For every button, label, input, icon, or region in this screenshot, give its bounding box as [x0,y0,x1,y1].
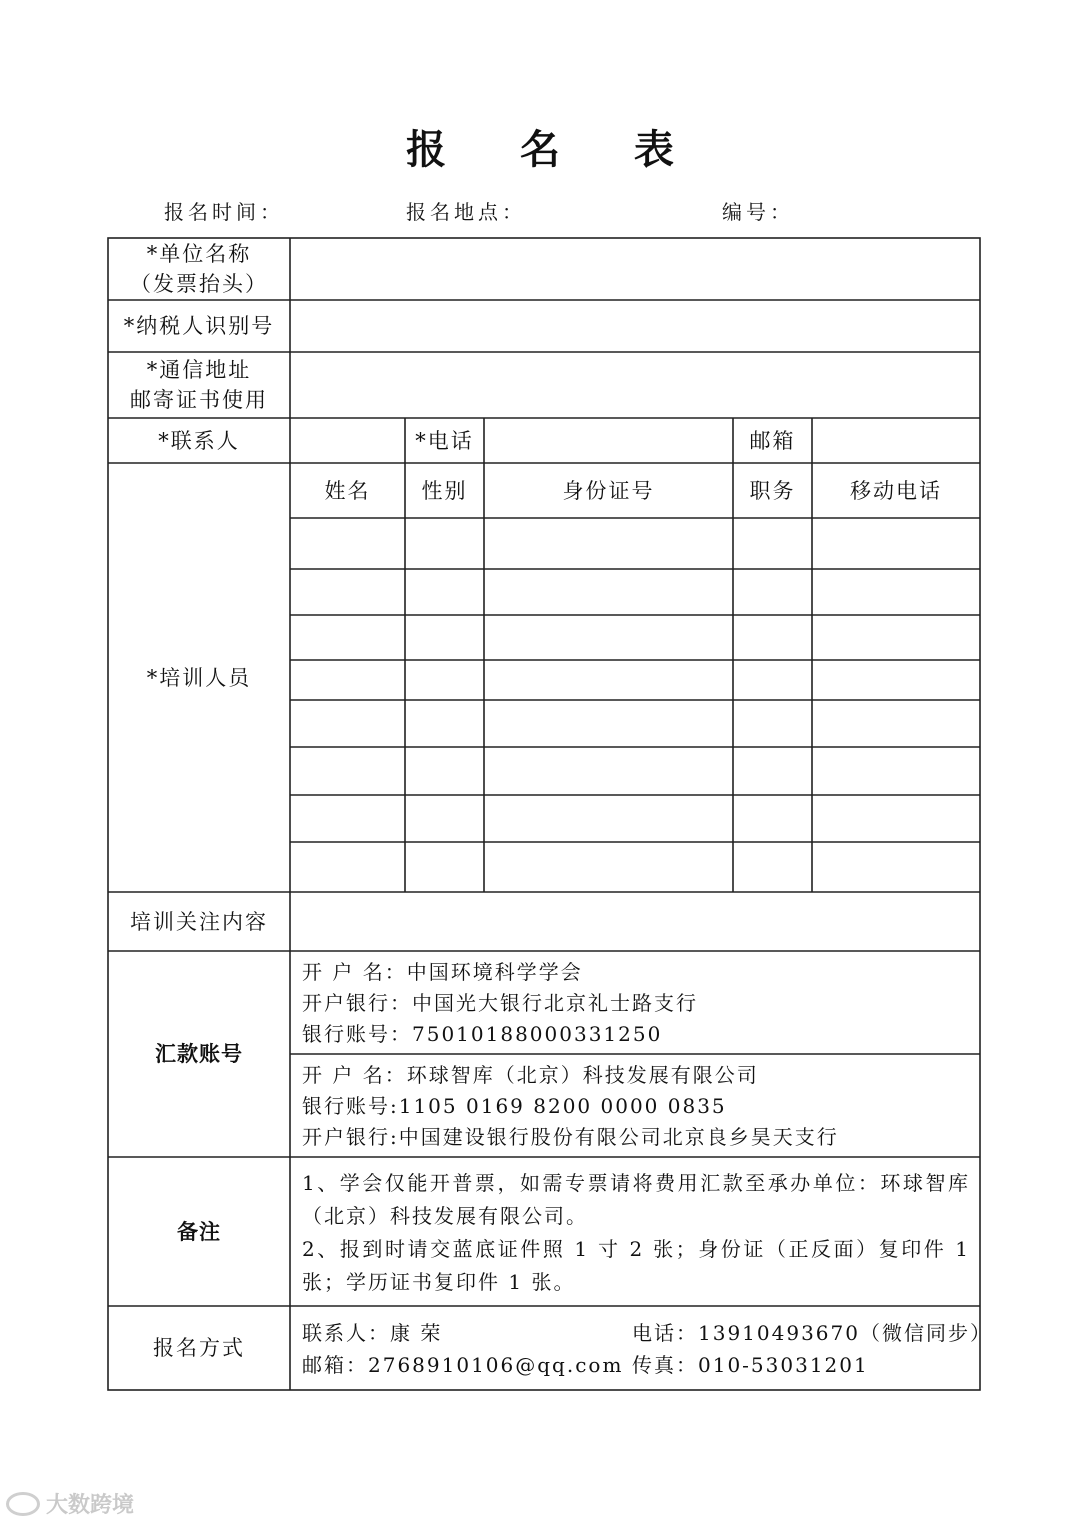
account-2-number: 银行账号:1105 0169 8200 0000 0835 [302,1094,727,1118]
registration-contact: 联系人：康 荣 [302,1321,443,1345]
remarks-content [302,1167,970,1299]
contact-person-label: *联系人 [158,428,240,453]
registration-time-label: 报名时间： [164,200,284,224]
registration-email: 邮箱：2768910106@qq.com [302,1353,624,1377]
address-label-line2: 邮寄证书使用 [130,388,268,412]
taxpayer-id-label: *纳税人识别号 [123,314,275,338]
watermark [6,1488,134,1519]
company-name-field[interactable] [291,239,979,299]
registration-phone: 电话：13910493670（微信同步） [632,1321,992,1345]
form-title: 报 名 表 [406,127,704,173]
trainee-header-gender: 性别 [421,478,468,503]
trainee-header-mobile: 移动电话 [850,478,942,503]
phone-field[interactable] [485,419,732,462]
contact-person-field[interactable] [291,419,404,462]
account-2-holder: 开 户 名：环球智库（北京）科技发展有限公司 [302,1063,759,1087]
remark-2: 2、报到时请交蓝底证件照 1 寸 2 张；身份证（正反面）复印件 1 张；学历证书复印件 1 张。 [302,1237,970,1294]
address-label-line1: *通信地址 [146,358,252,382]
trainee-header-name: 姓名 [324,478,371,503]
watermark-text: 大数跨境 [46,1493,135,1518]
registration-fax: 传真：010-53031201 [632,1353,869,1377]
trainees-label: *培训人员 [146,665,252,690]
registration-method-label: 报名方式 [153,1336,245,1360]
registration-place-label: 报名地点： [406,200,526,224]
trainee-header-position: 职务 [749,478,796,503]
email-field[interactable] [813,419,979,462]
account-1-number: 银行账号：75010188000331250 [302,1022,663,1046]
address-field[interactable] [291,353,979,417]
company-name-label-line2: （发票抬头） [130,272,268,296]
trainee-header-id-number: 身份证号 [562,478,655,503]
training-focus-field[interactable] [291,893,979,950]
account-1 [302,957,698,1050]
training-focus-label: 培训关注内容 [130,909,268,934]
remittance-account-label: 汇款账号 [155,1042,243,1066]
company-name-label-line1: *单位名称 [146,242,252,266]
account-2-bank: 开户银行:中国建设银行股份有限公司北京良乡昊天支行 [302,1125,839,1149]
taxpayer-id-field[interactable] [291,301,979,351]
company-name-label [108,238,290,300]
remarks-label: 备注 [177,1219,221,1244]
phone-label: *电话 [415,428,474,453]
account-1-bank: 开户银行：中国光大银行北京礼士路支行 [302,991,698,1015]
watermark-logo-icon [6,1492,40,1516]
account-1-holder: 开 户 名：中国环境科学学会 [302,960,583,984]
registration-number-label: 编号： [722,200,794,224]
email-label: 邮箱 [749,428,796,453]
remark-1: 1、学会仅能开普票，如需专票请将费用汇款至承办单位：环球智库（北京）科技发展有限公司。 [302,1171,970,1228]
address-label [108,352,290,418]
account-2 [302,1060,839,1153]
